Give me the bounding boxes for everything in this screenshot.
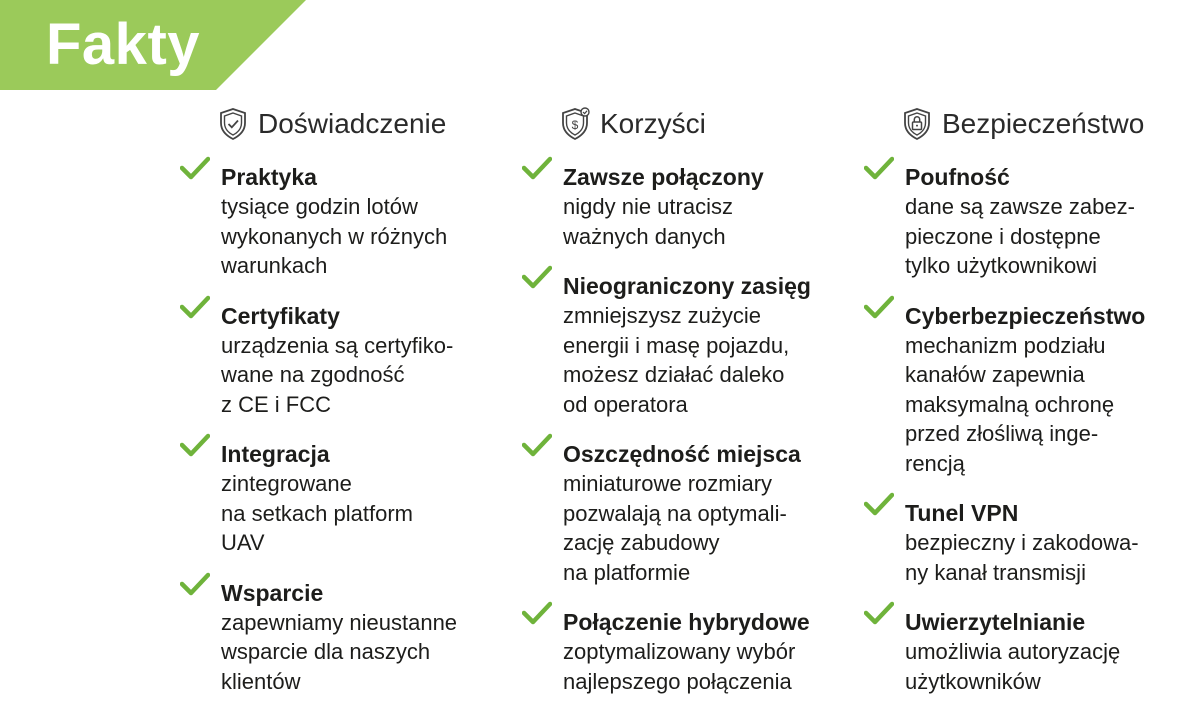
item-description: umożliwia autoryzację użytkowników: [905, 639, 1121, 694]
item-description: mechanizm podziału kanałów zapewnia maksymalną ochronę przed złośliwą inge- rencją: [905, 332, 1115, 476]
list-item: [176, 301, 496, 420]
item-description: zapewniamy nieustanne wsparcie dla naszych klientów: [221, 609, 458, 694]
column-title: Korzyści: [600, 108, 706, 139]
item-description: bezpieczny i zakodowa- ny kanał transmisji: [905, 530, 1139, 585]
page-title: Fakty: [46, 12, 201, 77]
item-description: zmniejszysz zużycie energii i masę pojazdu, możesz działać daleko od operatora: [563, 303, 790, 417]
checkmark-icon: [522, 156, 552, 180]
checkmark-icon: [864, 601, 894, 625]
checkmark-icon: [180, 295, 210, 319]
column-doswiadczenie: [176, 104, 496, 716]
column-header: [560, 104, 838, 144]
column-korzysci: [518, 104, 838, 716]
checkmark-icon: [522, 265, 552, 289]
item-description: tysiące godzin lotów wykonanych w różnych warunkach: [221, 194, 448, 278]
item-description: nigdy nie utracisz ważnych danych: [563, 194, 733, 249]
item-description: miniaturowe rozmiary pozwalają na optymali- zację zabudowy na platformie: [563, 471, 787, 585]
checkmark-icon: [864, 156, 894, 180]
list-item: [176, 439, 496, 558]
checkmark-icon: [180, 156, 210, 180]
item-title: Cyberbezpieczeństwo: [905, 302, 1146, 329]
column-bezpieczenstwo: [860, 104, 1180, 716]
item-description: zoptymalizowany wybór najlepszego połączenia: [563, 639, 796, 694]
checkmark-icon: [864, 492, 894, 516]
item-title: Certyfikaty: [221, 302, 340, 329]
item-title: Połączenie hybrydowe: [563, 609, 810, 635]
shield-check-icon: [218, 107, 248, 141]
checkmark-icon: [180, 572, 210, 596]
list-item: [518, 162, 838, 251]
list-item: [176, 162, 496, 281]
item-title: Integracja: [221, 441, 330, 467]
checkmark-icon: [180, 433, 210, 457]
column-title: Bezpieczeństwo: [942, 108, 1145, 139]
item-title: Nieograniczony zasięg: [563, 273, 811, 299]
item-title: Zawsze połączony: [563, 164, 764, 190]
item-title: Praktyka: [221, 164, 317, 190]
list-item: [860, 498, 1180, 587]
item-description: dane są zawsze zabez- pieczone i dostępne tylko użytkownikowi: [905, 194, 1135, 278]
checkmark-icon: [522, 601, 552, 625]
item-title: Tunel VPN: [905, 500, 1019, 526]
list-item: [860, 301, 1180, 479]
item-title: Oszczędność miejsca: [563, 441, 801, 467]
item-description: zintegrowane na setkach platform UAV: [221, 471, 413, 555]
checkmark-icon: [522, 433, 552, 457]
list-item: [518, 607, 838, 696]
item-description: urządzenia są certyfiko- wane na zgodność z CE i FCC: [221, 332, 454, 417]
list-item: [518, 439, 838, 587]
checkmark-icon: [864, 295, 894, 319]
item-title: Uwierzytelnianie: [905, 609, 1086, 635]
item-title: Poufność: [905, 164, 1010, 190]
shield-lock-icon: [902, 107, 932, 141]
shield-dollar-icon: [560, 107, 590, 141]
column-title: Doświadczenie: [258, 108, 447, 139]
item-title: Wsparcie: [221, 579, 324, 606]
list-item: [176, 578, 496, 697]
list-item: [518, 271, 838, 419]
list-item: [860, 162, 1180, 281]
column-header: [902, 104, 1180, 144]
svg-text:$: $: [571, 118, 579, 132]
list-item: [860, 607, 1180, 696]
column-header: [218, 104, 496, 144]
